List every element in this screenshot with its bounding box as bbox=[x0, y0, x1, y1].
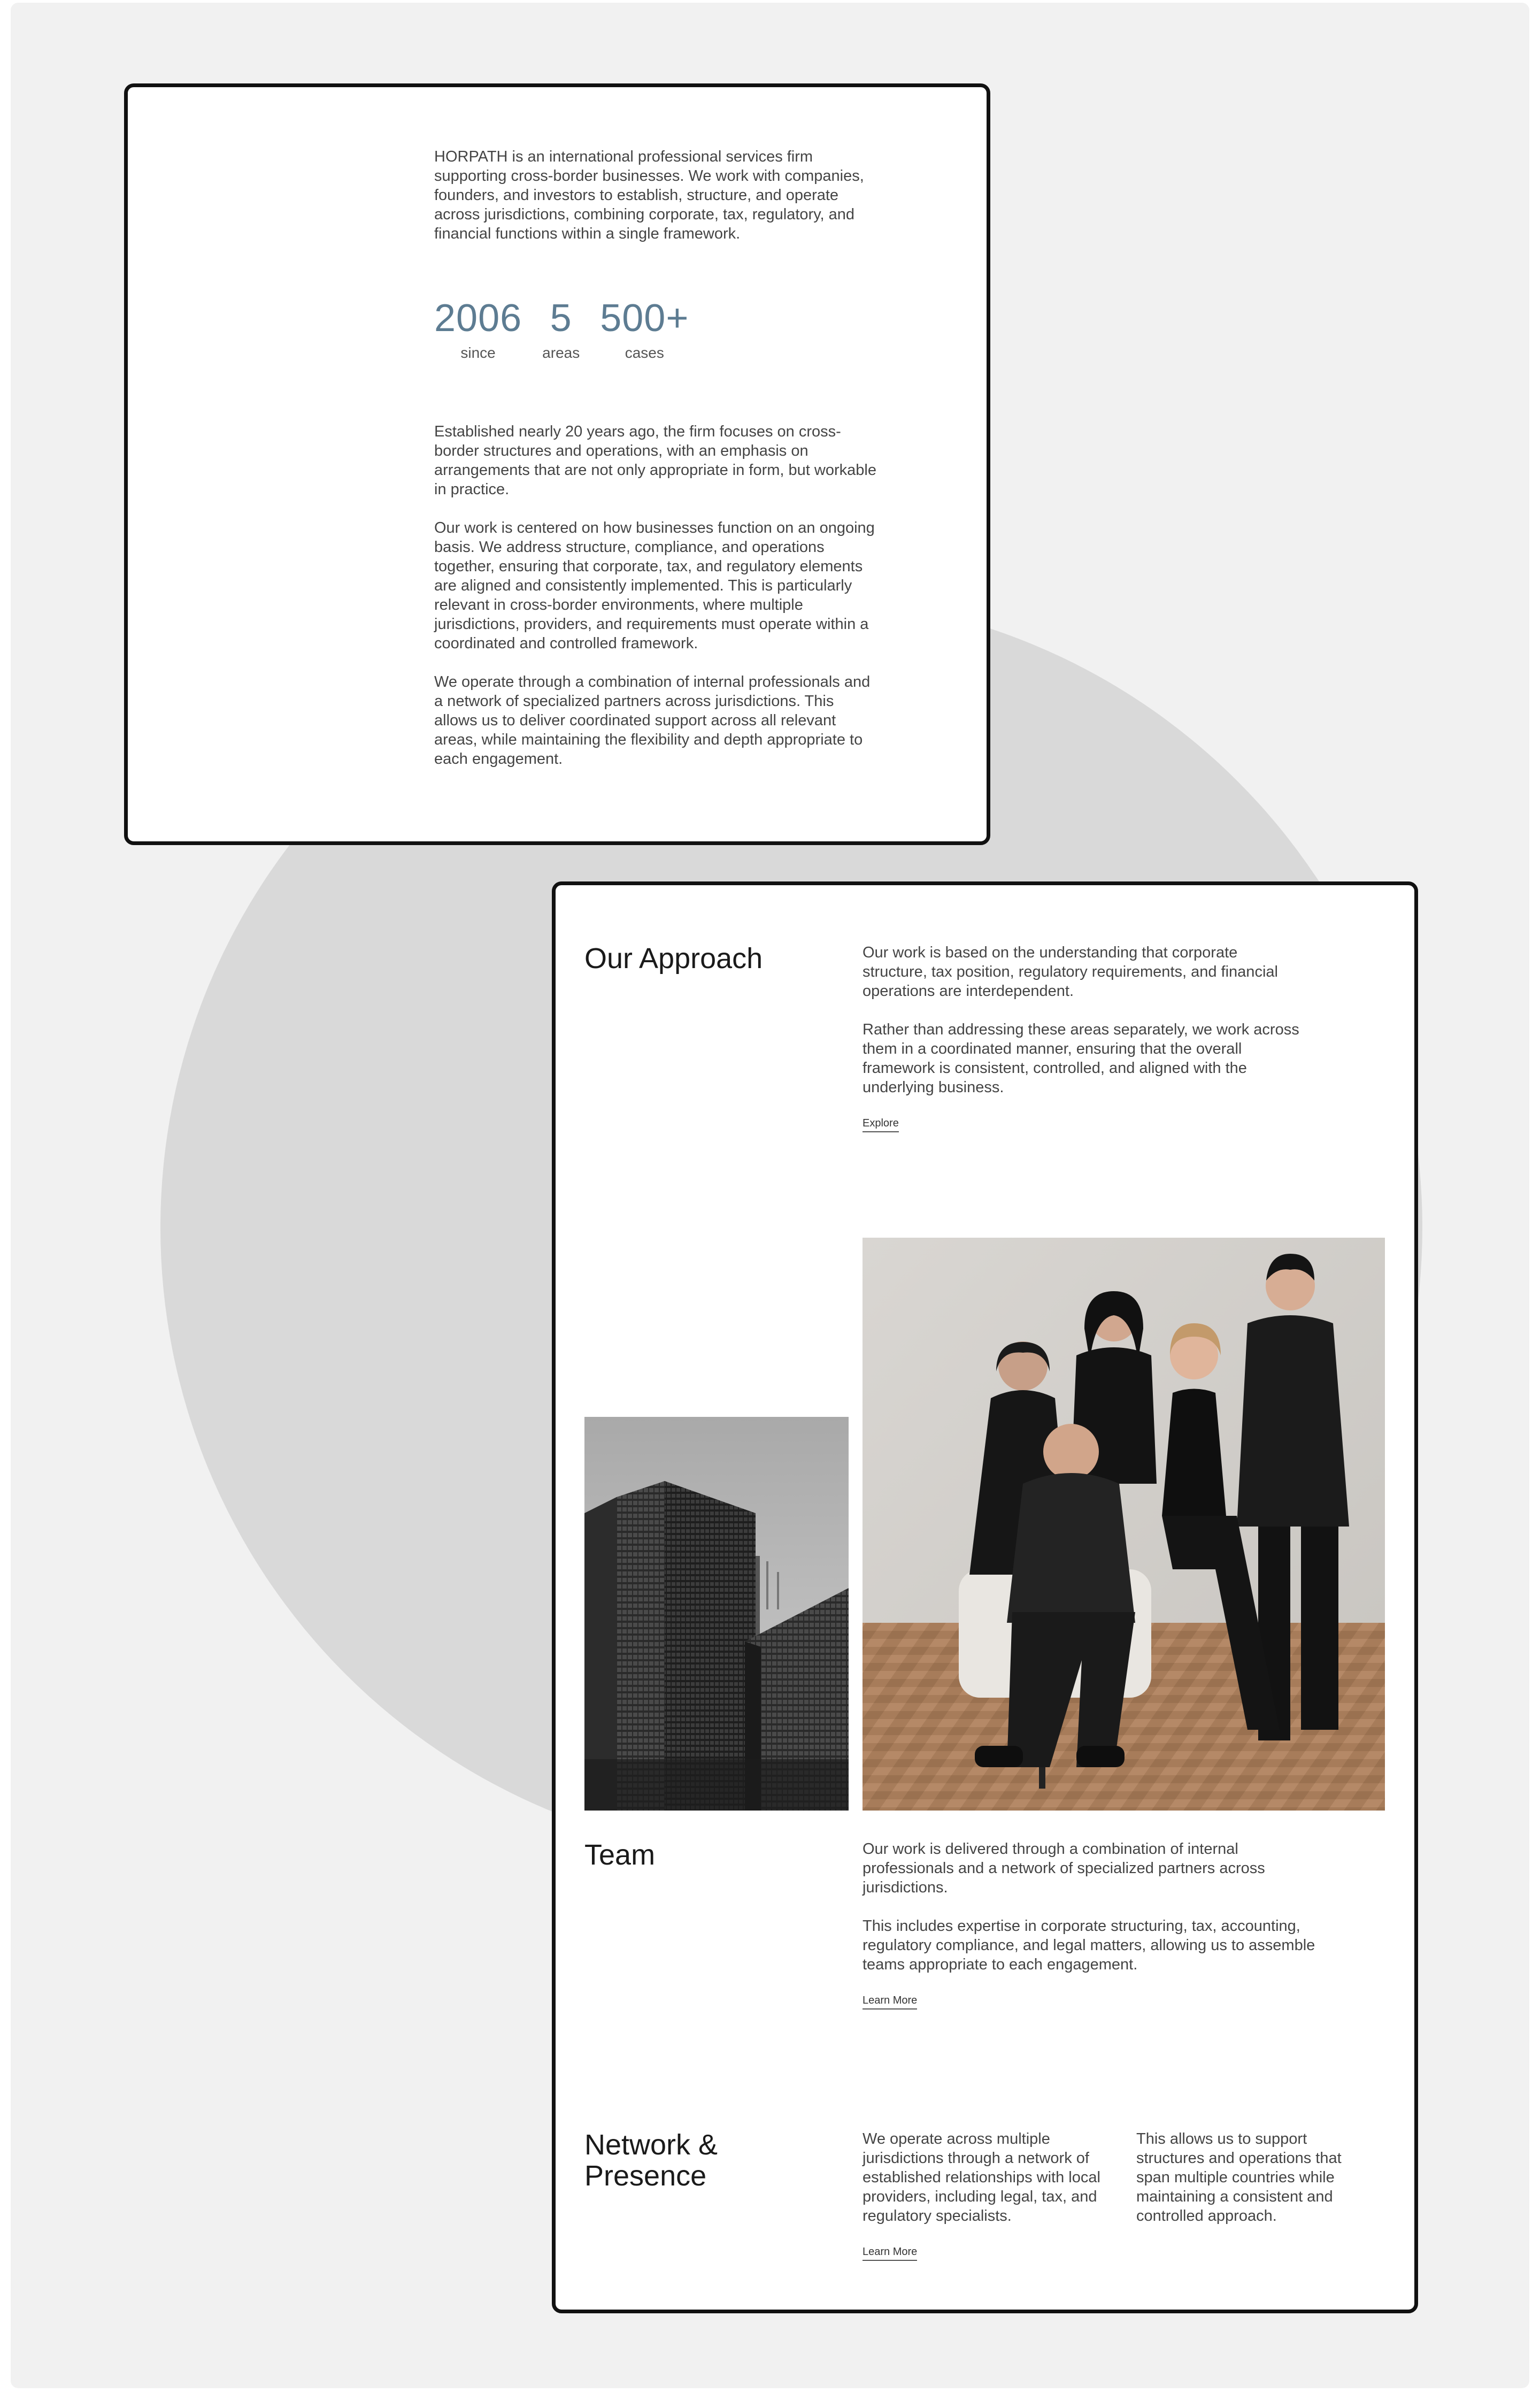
stat-label: since bbox=[460, 344, 496, 361]
team-learn-more-link[interactable]: Learn More bbox=[863, 1993, 917, 2009]
network-body-secondary bbox=[1136, 2129, 1377, 2245]
stat-label: cases bbox=[625, 344, 664, 361]
about-paragraph: Established nearly 20 years ago, the firm focuses on cross-border structures and operations, with an emphasis on arrangements that are not only appropriate in form, but workable in practice. bbox=[434, 423, 876, 498]
about-paragraph: We operate through a combination of internal professionals and a network of specialized partners across jurisdictions. This allows us to deliver coordinated support across all relevant areas, while maintaining the flexibility and depth appropriate to each engagement. bbox=[434, 673, 871, 768]
team-photo bbox=[863, 1238, 1385, 1811]
approach-title: Our Approach bbox=[584, 942, 763, 975]
network-title-line: Network & bbox=[584, 2129, 718, 2161]
about-body bbox=[434, 422, 878, 788]
explore-link[interactable]: Explore bbox=[863, 1116, 899, 1132]
stat-value: 2006 bbox=[434, 297, 522, 340]
stats-row bbox=[434, 296, 709, 362]
network-paragraph: This allows us to support structures and operations that span multiple countries while maintaining a consistent and controlled approach. bbox=[1136, 2130, 1342, 2225]
team-illustration bbox=[863, 1238, 1385, 1811]
building-illustration bbox=[584, 1417, 849, 1811]
services-card bbox=[552, 881, 1418, 2313]
presentation-canvas bbox=[11, 3, 1529, 2388]
team-body bbox=[863, 1839, 1322, 2009]
team-paragraph: Our work is delivered through a combination of internal professionals and a network of specialized partners across jurisdictions. bbox=[863, 1840, 1265, 1896]
building-photo bbox=[584, 1417, 849, 1811]
network-title-line: Presence bbox=[584, 2160, 707, 2192]
network-paragraph: We operate across multiple jurisdictions through a network of established relationships with local providers, including legal, tax, and regulatory specialists. bbox=[863, 2130, 1100, 2225]
approach-paragraph: Rather than addressing these areas separately, we work across them in a coordinated manner, ensuring that the overall framework is consistent, controlled, and aligned with the underlying business. bbox=[863, 1021, 1299, 1096]
stat-areas bbox=[542, 296, 580, 362]
stat-cases bbox=[600, 296, 689, 362]
network-title bbox=[584, 2129, 718, 2191]
stat-value: 500+ bbox=[600, 297, 689, 340]
team-paragraph: This includes expertise in corporate structuring, tax, accounting, regulatory compliance, and legal matters, allowing us to assemble teams appropriate to each engagement. bbox=[863, 1918, 1315, 1973]
about-card bbox=[124, 83, 990, 845]
intro-text: HORPATH is an international professional services firm supporting cross-border businesses. We work with companies, founders, and investors to establish, structure, and operate across jurisdictions, combining corporate, tax, regulatory, and financial functions within a single framework. bbox=[434, 148, 864, 242]
stat-value: 5 bbox=[550, 297, 572, 340]
stat-since bbox=[434, 296, 522, 362]
about-paragraph: Our work is centered on how businesses function on an ongoing basis. We address structure, compliance, and operations together, ensuring that corporate, tax, and regulatory elements are aligned and consistently implemented. This is particularly relevant in cross-border environments, where multiple jurisdictions, providers, and requirements must operate within a coordinated and controlled framework. bbox=[434, 519, 875, 652]
network-body bbox=[863, 2129, 1108, 2261]
approach-paragraph: Our work is based on the understanding that corporate structure, tax position, regulatory requirements, and financial operations are interdependent. bbox=[863, 944, 1278, 1000]
approach-body bbox=[863, 943, 1306, 1132]
team-title: Team bbox=[584, 1839, 656, 1871]
stat-label: areas bbox=[542, 344, 580, 361]
network-learn-more-link[interactable]: Learn More bbox=[863, 2245, 917, 2261]
